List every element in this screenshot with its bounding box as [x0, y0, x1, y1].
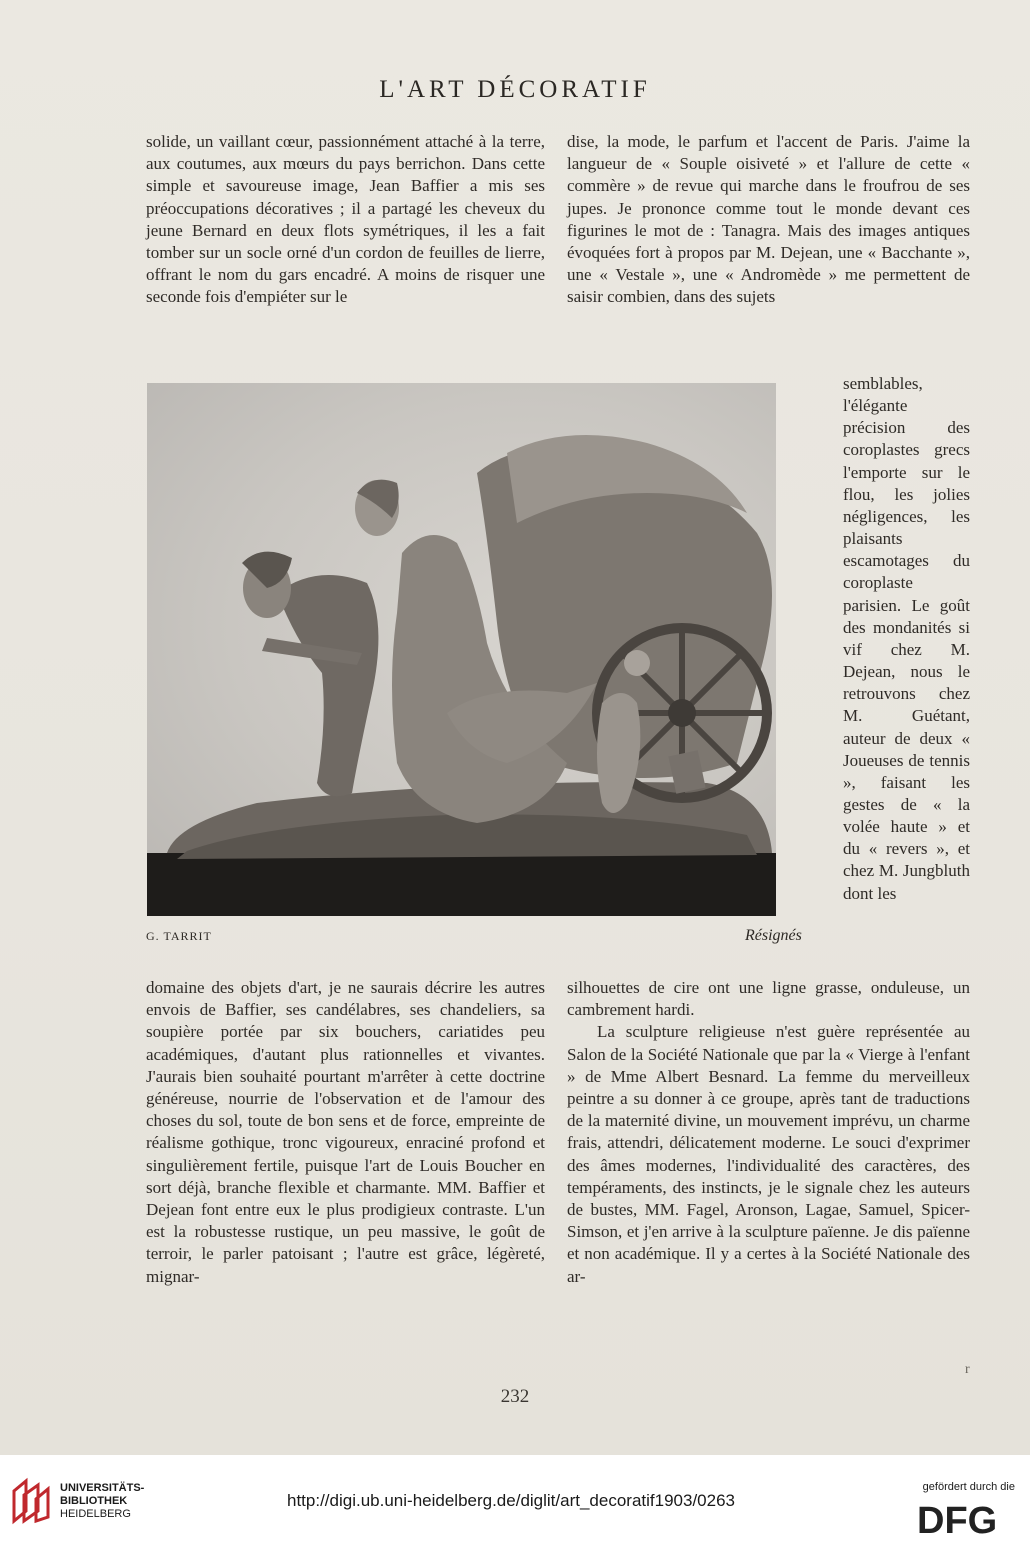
funding-note: gefördert durch die — [922, 1481, 1015, 1493]
text-column-right-narrow — [843, 373, 970, 905]
sculpture-photograph — [147, 383, 776, 916]
figure-artist-credit: G. TARRIT — [146, 929, 212, 943]
paragraph: solide, un vaillant cœur, passionnément attaché à la terre, aux coutumes, aux mœurs du pays berrichon. Dans cette simple et savoureuse image, Jean Baffier a mis ses préoccupations décoratives ; il a partagé les cheveux du jeune Bernard en deux flots symétriques, il les a fait tomber sur un socle orné d'un cordon de feuilles de lierre, offrant le nom du gars encadré. A moins de risquer une seconde fois d'empiéter sur le — [146, 132, 545, 307]
digitization-footer — [0, 1455, 1030, 1548]
text-column-right-top — [567, 131, 970, 309]
paragraph: dise, la mode, le parfum et l'accent de Paris. J'aime la langueur de « Souple oisiveté » et l'allure de cette « commère » de revue qui marche dans le froufrou de ses jupes. Je prononce comme tout le monde devant ces figurines le mot de : Tanagra. Mais des images antiques évoquées fort à propos par M. Dejean, une « Bacchante », une « Vestale », une « Andromède » me permettent de saisir combien, dans des sujets — [567, 132, 970, 307]
institution-line: HEIDELBERG — [60, 1508, 131, 1520]
paragraph: semblables, l'élégante précision des coroplastes grecs l'emporte sur le flou, les jolies négligences, les plaisants escamotages du coroplaste parisien. Le goût des mondanités si vif chez M. Dejean, nous le retrouvons chez M. Guétant, auteur de deux « Joueuses de tennis », faisant les gestes de « la volée haute » et du « revers », et chez M. Jungbluth dont les — [843, 374, 970, 903]
text-column-left-bottom — [146, 977, 545, 1288]
text-column-left-top — [146, 131, 545, 309]
paragraph: domaine des objets d'art, je ne saurais décrire les autres envois de Baffier, ses candélabres, ses chandeliers, sa soupière portée par six bouchers, cariatides peu académiques, d'autant plus rationnelles et vivantes. J'aurais bien souhaité pourtant m'arrêter à cette doctrine généreuse, nourrie de l'observation et de l'amour des choses du sol, toute de bon sens et de force, empreinte de réalisme gothique, tronc vigoureux, enraciné profond et singulièrement fertile, puisque l'art de Louis Boucher en sort déjà, branche flexible et charmante. MM. Baffier et Dejean font entre eux le plus prodigieux contraste. L'un est la robustesse rustique, un peu massive, le goût de terroir, le parler patoisant ; l'autre est grâce, légèreté, mignar- — [146, 978, 545, 1286]
institution-line: BIBLIOTHEK — [60, 1495, 128, 1507]
funder-name: DFG — [917, 1501, 998, 1537]
corner-mark: r — [965, 1362, 970, 1377]
paragraph: La sculpture religieuse n'est guère représentée au Salon de la Société Nationale que par la « Vierge à l'enfant » de Mme Albert Besnard. La femme du merveilleux peintre a su donner à ce groupe, après tant de traductions de la maternité divine, un mouvement imprévu, un charme frais, attendri, délicatement moderne. Le souci d'exprimer des âmes modernes, l'individualité des caractères, des tempéraments, des instincts, je le signale chez les auteurs de bustes, MM. Fagel, Aronson, Lagae, Samuel, Spicer-Simson, et j'en arrive à la sculpture païenne. Je dis païenne et non académique. Il y a certes à la Société Nationale des ar- — [567, 1022, 970, 1286]
paragraph: silhouettes de cire ont une ligne grasse, onduleuse, un cambrement hardi. — [567, 978, 970, 1020]
permalink[interactable]: http://digi.ub.uni-heidelberg.de/diglit/art_decoratif1903/0263 — [287, 1491, 735, 1510]
running-title: L'ART DÉCORATIF — [379, 76, 651, 103]
text-column-right-bottom — [567, 977, 970, 1288]
university-library-logo-icon — [10, 1477, 52, 1525]
page-number: 232 — [500, 1386, 530, 1407]
sculpture-image — [147, 383, 776, 916]
institution-name — [60, 1482, 144, 1521]
institution-line: UNIVERSITÄTS- — [60, 1482, 145, 1494]
figure-title: Résignés — [745, 927, 802, 944]
dfg-logo-icon — [917, 1501, 1015, 1537]
